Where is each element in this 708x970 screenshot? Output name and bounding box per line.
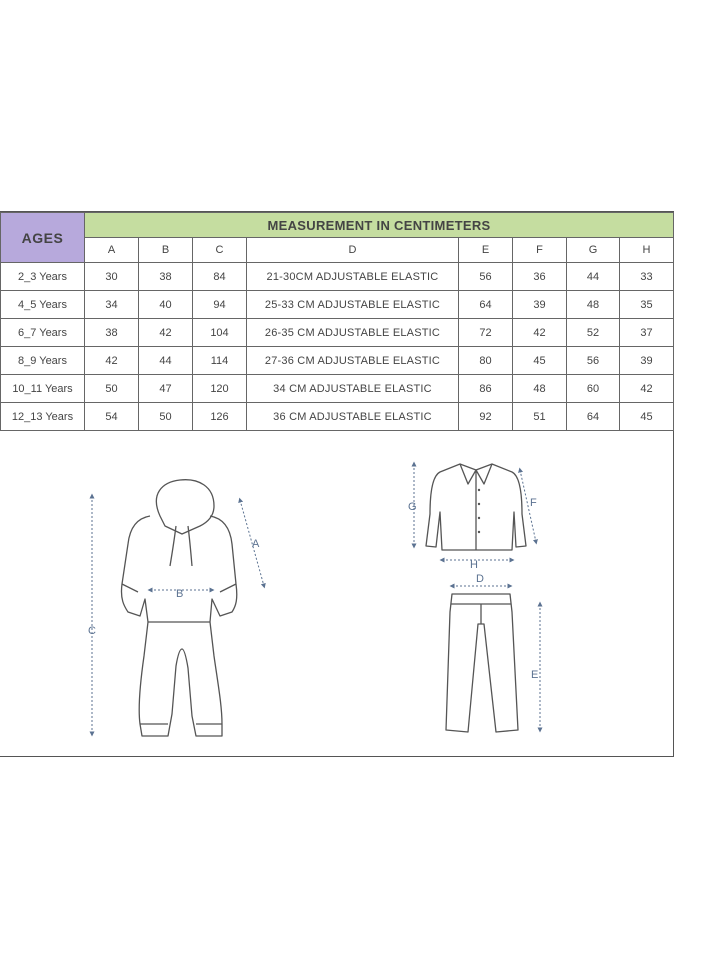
label-c: C [88,625,96,637]
measurement-cell-a: 34 [85,291,139,319]
garment-diagrams [0,434,673,758]
measurement-cell-f: 42 [513,319,567,347]
shirt-drawing [426,464,526,550]
onesie-body [121,516,236,736]
measurement-cell-e: 92 [459,403,513,431]
measurement-header: MEASUREMENT IN CENTIMETERS [85,213,674,238]
table-row [1,263,674,291]
measurement-cell-h: 42 [620,375,674,403]
column-header-row [1,238,674,263]
measurement-cell-c: 114 [193,347,247,375]
measurement-cell-e: 64 [459,291,513,319]
age-cell: 10_11 Years [1,375,85,403]
pants-dimensions [452,586,540,730]
column-header-h: H [620,238,674,263]
measurement-cell-b: 50 [139,403,193,431]
age-cell: 8_9 Years [1,347,85,375]
measurement-cell-d: 26-35 CM ADJUSTABLE ELASTIC [247,319,459,347]
measurement-cell-c: 84 [193,263,247,291]
measurement-cell-h: 33 [620,263,674,291]
measurement-cell-g: 64 [567,403,620,431]
size-table [0,212,674,431]
label-d: D [476,573,484,585]
label-f: F [530,497,537,509]
measurement-cell-e: 80 [459,347,513,375]
label-g: G [408,501,417,513]
onesie-hood [156,480,214,534]
table-row [1,291,674,319]
column-header-c: C [193,238,247,263]
age-cell: 12_13 Years [1,403,85,431]
measurement-cell-f: 48 [513,375,567,403]
measurement-cell-b: 47 [139,375,193,403]
age-cell: 4_5 Years [1,291,85,319]
measurement-cell-a: 50 [85,375,139,403]
label-h: H [470,559,478,571]
shirt-placket [460,464,492,550]
column-header-a: A [85,238,139,263]
size-chart [0,211,674,757]
measurement-cell-d: 36 CM ADJUSTABLE ELASTIC [247,403,459,431]
label-b: B [176,588,184,600]
measurement-cell-b: 40 [139,291,193,319]
label-a: A [252,538,260,550]
measurement-cell-a: 30 [85,263,139,291]
column-header-e: E [459,238,513,263]
measurement-cell-f: 51 [513,403,567,431]
measurement-cell-c: 94 [193,291,247,319]
garment-diagram-svg [0,434,673,758]
column-header-f: F [513,238,567,263]
measurement-cell-a: 54 [85,403,139,431]
column-header-d: D [247,238,459,263]
measurement-cell-d: 25-33 CM ADJUSTABLE ELASTIC [247,291,459,319]
measurement-cell-f: 36 [513,263,567,291]
measurement-cell-e: 72 [459,319,513,347]
measurement-cell-g: 60 [567,375,620,403]
measurement-cell-e: 56 [459,263,513,291]
size-rows [1,263,674,431]
pants-outline [446,594,518,732]
measurement-cell-h: 37 [620,319,674,347]
measurement-cell-c: 126 [193,403,247,431]
measurement-cell-f: 45 [513,347,567,375]
measurement-cell-e: 86 [459,375,513,403]
shirt-buttons [478,489,480,533]
age-cell: 2_3 Years [1,263,85,291]
measurement-cell-d: 27-36 CM ADJUSTABLE ELASTIC [247,347,459,375]
measurement-cell-a: 38 [85,319,139,347]
table-row [1,375,674,403]
ages-header: AGES [1,213,85,263]
measurement-cell-b: 38 [139,263,193,291]
measurement-cell-d: 21-30CM ADJUSTABLE ELASTIC [247,263,459,291]
measurement-cell-h: 39 [620,347,674,375]
measurement-cell-a: 42 [85,347,139,375]
column-header-b: B [139,238,193,263]
measurement-cell-b: 42 [139,319,193,347]
onesie-drawing [121,480,236,736]
measurement-cell-g: 52 [567,319,620,347]
measurement-cell-g: 44 [567,263,620,291]
pants-waistband [451,604,511,624]
pants-drawing [446,594,518,732]
onesie-drawstring [170,526,192,566]
measurement-cell-f: 39 [513,291,567,319]
measurement-cell-g: 48 [567,291,620,319]
age-cell: 6_7 Years [1,319,85,347]
table-row [1,347,674,375]
measurement-cell-b: 44 [139,347,193,375]
measurement-cell-d: 34 CM ADJUSTABLE ELASTIC [247,375,459,403]
measurement-cell-c: 104 [193,319,247,347]
measurement-cell-h: 45 [620,403,674,431]
column-header-g: G [567,238,620,263]
measurement-cell-h: 35 [620,291,674,319]
label-e: E [531,669,539,681]
table-row [1,319,674,347]
measurement-cell-c: 120 [193,375,247,403]
table-row [1,403,674,431]
measurement-cell-g: 56 [567,347,620,375]
